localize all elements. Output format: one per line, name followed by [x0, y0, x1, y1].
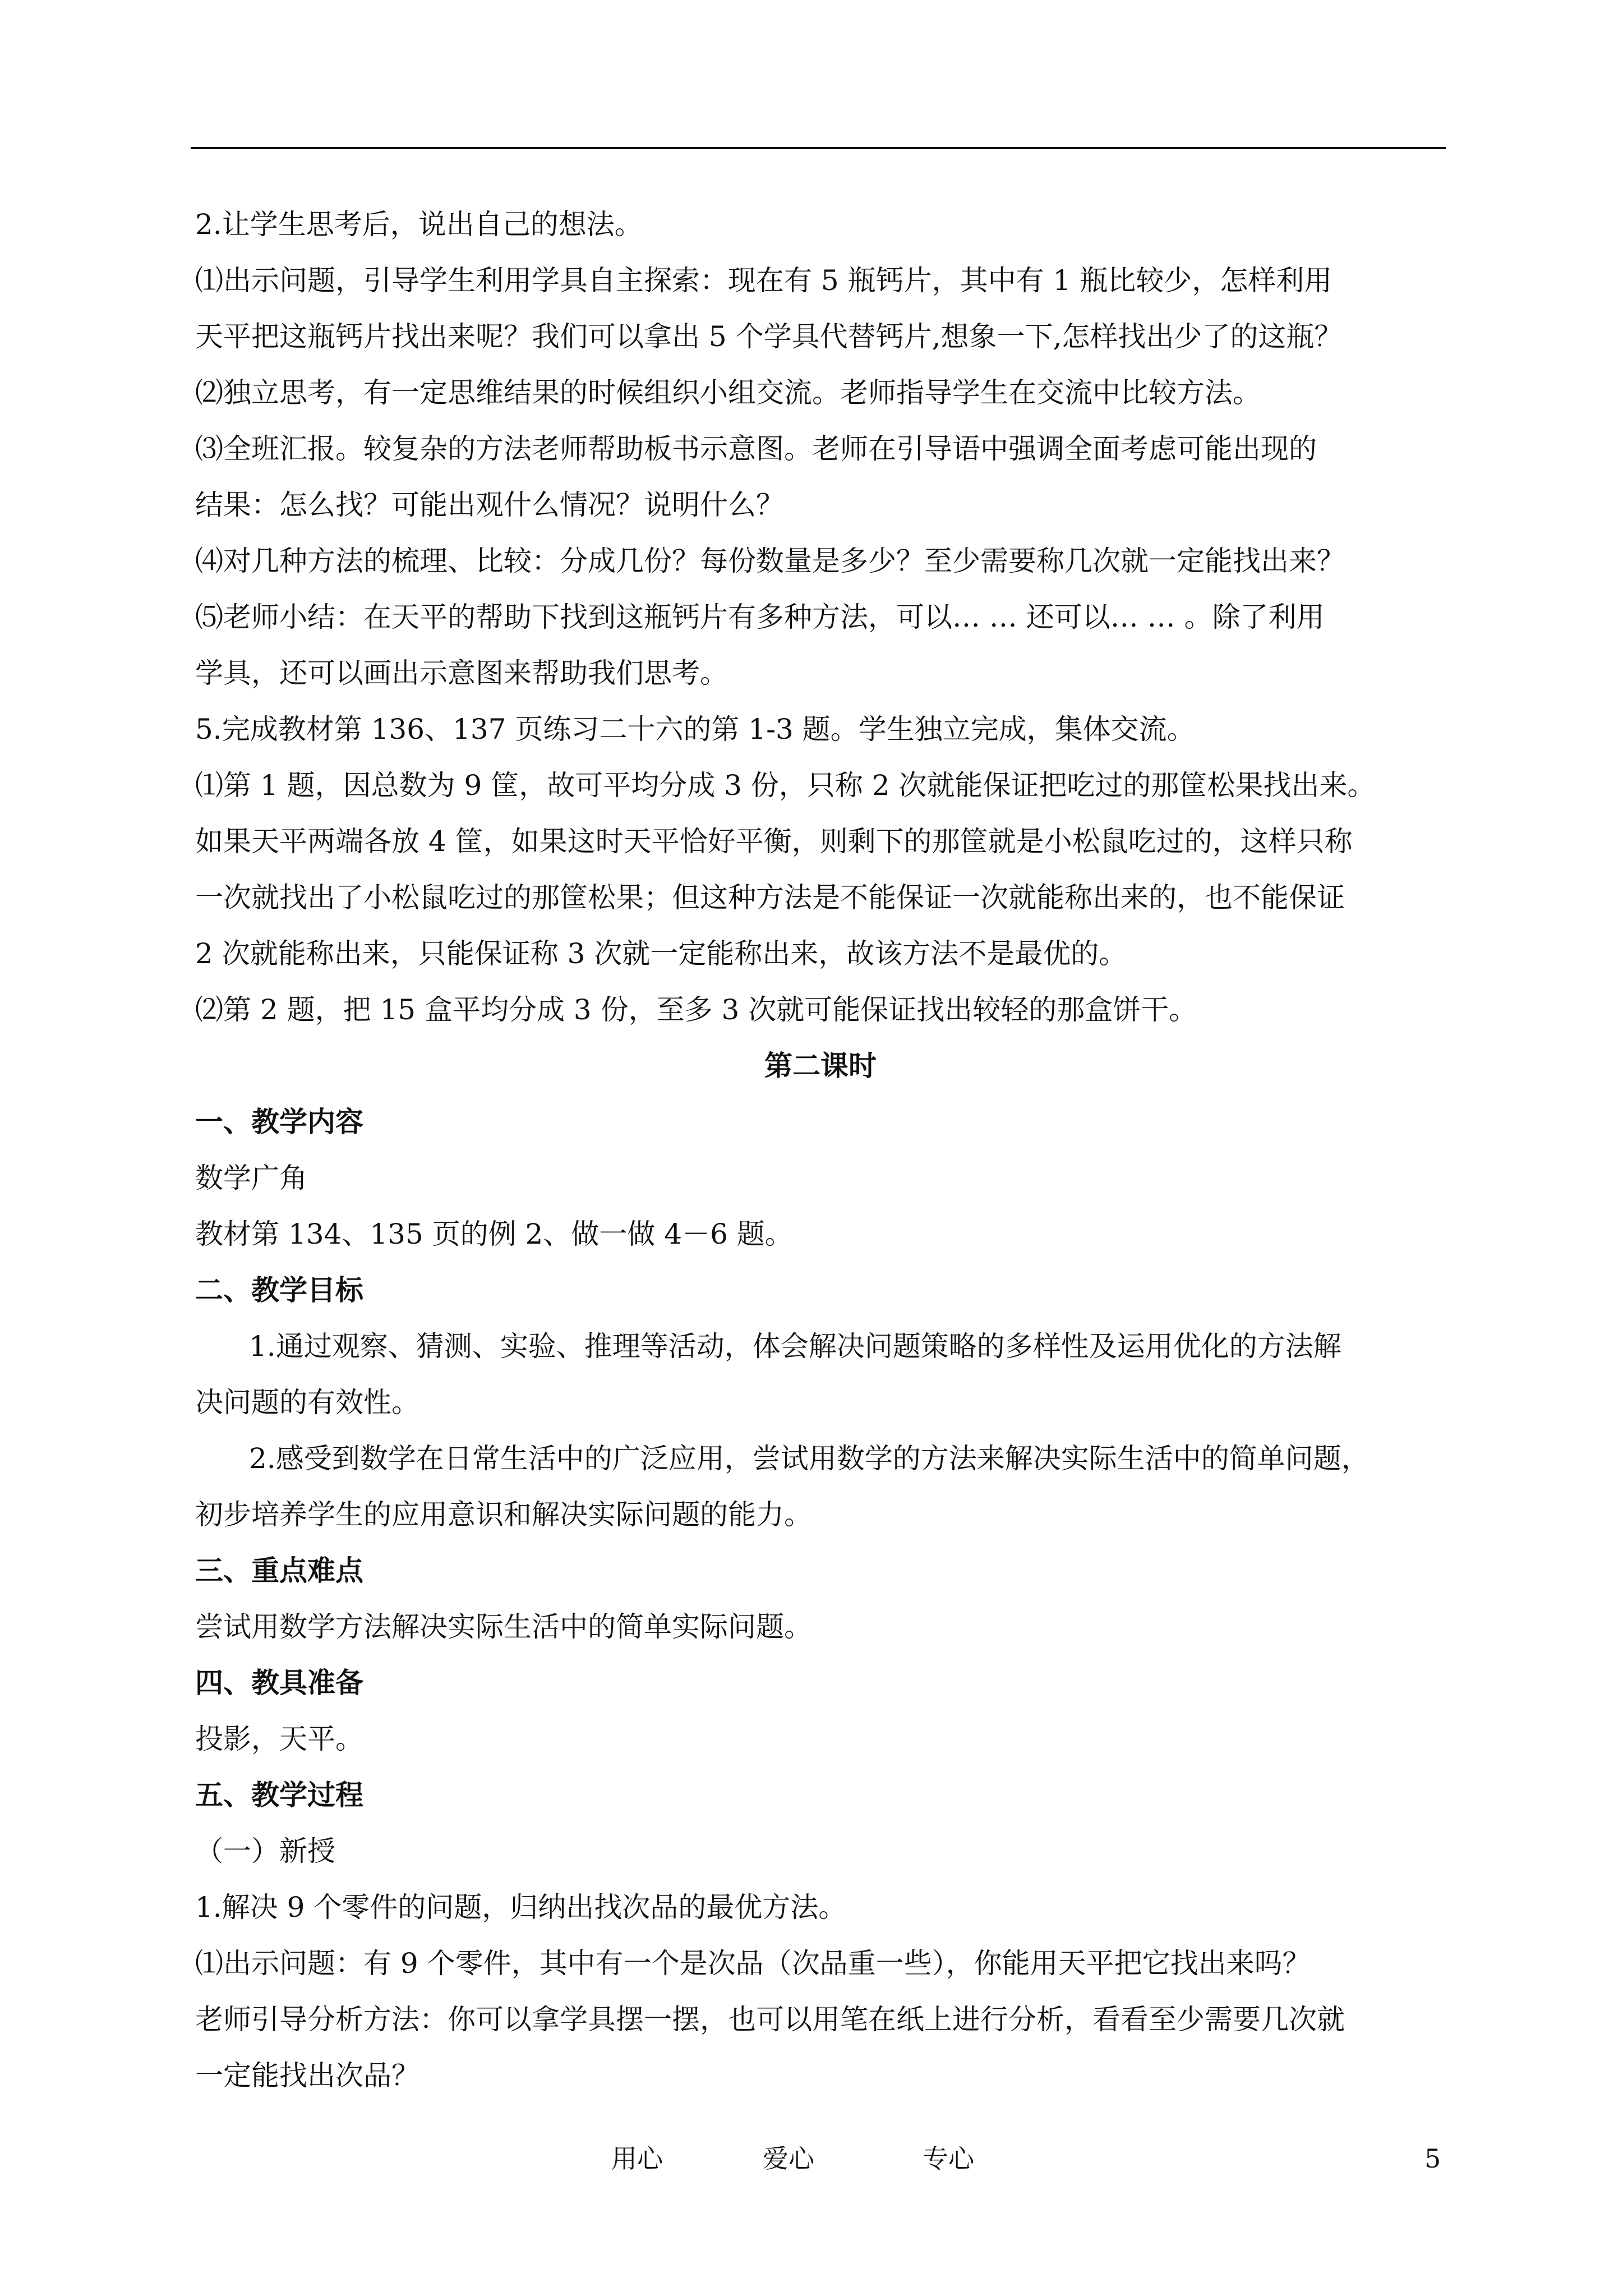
text-line: 决问题的有效性。: [195, 1386, 419, 1419]
text-line: 如果天平两端各放 4 筐，如果这时天平恰好平衡，则剩下的那筐就是小松鼠吃过的，这样只称: [195, 825, 1353, 858]
text-line: 5.完成教材第 136、137 页练习二十六的第 1-3 题。学生独立完成，集体交流。: [195, 713, 1195, 746]
page-number: 5: [1424, 2143, 1441, 2174]
text-line: 数学广角: [195, 1162, 307, 1194]
text-line: 1.通过观察、猜测、实验、推理等活动，体会解决问题策略的多样性及运用优化的方法解: [249, 1330, 1341, 1363]
footer-motto-3: 专心: [923, 2143, 974, 2174]
text-line: ⑵独立思考，有一定思维结果的时候组织小组交流。老师指导学生在交流中比较方法。: [195, 376, 1261, 409]
lesson-title: 第二课时: [764, 1049, 877, 1082]
section-heading: 四、教具准备: [195, 1666, 363, 1699]
text-line: ⑴出示问题，引导学生利用学具自主探索：现在有 5 瓶钙片，其中有 1 瓶比较少，怎样利用: [195, 264, 1332, 297]
text-line: （一）新授: [195, 1835, 335, 1867]
text-line: 学具，还可以画出示意图来帮助我们思考。: [195, 657, 728, 689]
footer-motto-2: 爱心: [763, 2143, 814, 2174]
text-line: 2.感受到数学在日常生活中的广泛应用，尝试用数学的方法来解决实际生活中的简单问题，: [249, 1442, 1370, 1475]
text-line: 初步培养学生的应用意识和解决实际问题的能力。: [195, 1498, 812, 1531]
section-heading: 二、教学目标: [195, 1273, 363, 1306]
text-line: 2 次就能称出来，只能保证称 3 次就一定能称出来，故该方法不是最优的。: [195, 937, 1127, 970]
header-rule: [191, 147, 1446, 149]
text-line: 一定能找出次品？: [195, 2059, 419, 2092]
text-line: 结果：怎么找？可能出观什么情况？说明什么？: [195, 489, 784, 521]
section-heading: 五、教学过程: [195, 1778, 363, 1811]
text-line: 一次就找出了小松鼠吃过的那筐松果；但这种方法是不能保证一次就能称出来的，也不能保证: [195, 881, 1345, 914]
text-line: ⑴出示问题：有 9 个零件，其中有一个是次品（次品重一些），你能用天平把它找出来吗？: [195, 1947, 1311, 1980]
text-line: 2.让学生思考后，说出自己的想法。: [195, 208, 643, 241]
text-line: ⑷对几种方法的梳理、比较：分成几份？每份数量是多少？至少需要称几次就一定能找出来？: [195, 545, 1345, 577]
page-body: [195, 196, 1446, 2104]
text-line: 1.解决 9 个零件的问题，归纳出找次品的最优方法。: [195, 1891, 847, 1924]
text-line: ⑶全班汇报。较复杂的方法老师帮助板书示意图。老师在引导语中强调全面考虑可能出现的: [195, 432, 1317, 465]
text-line: ⑵第 2 题，把 15 盒平均分成 3 份，至多 3 次就可能保证找出较轻的那盒饼干。: [195, 993, 1197, 1026]
section-heading: 一、教学内容: [195, 1105, 363, 1138]
section-heading: 三、重点难点: [195, 1554, 363, 1587]
text-line: 教材第 134、135 页的例 2、做一做 4－6 题。: [195, 1218, 793, 1250]
text-line: ⑴第 1 题，因总数为 9 筐，故可平均分成 3 份，只称 2 次就能保证把吃过的那筐松果找出来。: [195, 769, 1376, 802]
text-line: 尝试用数学方法解决实际生活中的简单实际问题。: [195, 1611, 812, 1643]
text-line: 天平把这瓶钙片找出来呢？我们可以拿出 5 个学具代替钙片,想象一下,怎样找出少了的这瓶？: [195, 320, 1343, 353]
footer-motto-1: 用心: [611, 2143, 663, 2174]
text-line: 投影，天平。: [195, 1723, 363, 1755]
text-line: ⑸老师小结：在天平的帮助下找到这瓶钙片有多种方法，可以… … 还可以… … 。除了利用: [195, 601, 1325, 633]
text-line: 老师引导分析方法：你可以拿学具摆一摆，也可以用笔在纸上进行分析，看看至少需要几次就: [195, 2003, 1345, 2036]
